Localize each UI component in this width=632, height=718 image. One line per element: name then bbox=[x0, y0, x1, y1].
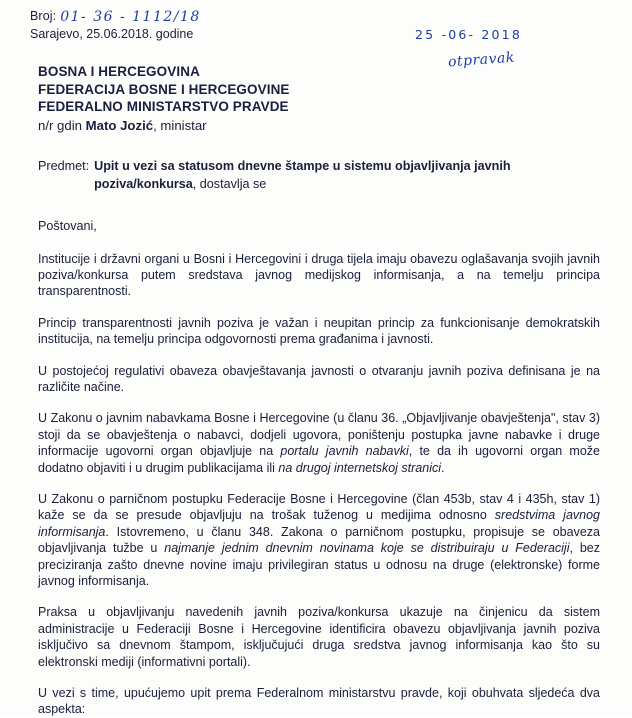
emphasis-text: sredstvima javnog informisanja bbox=[38, 508, 600, 539]
text-run: U Zakonu o javnim nabavkama Bosne i Hercegovine (u članu 36. „Objavljivanje obavještenja", stav 3) stoji da se obavještenja o nabavci, dodjeli ugovora, poništenju postupka javne nabavke i druge informacije ugovorni organ objavljuje na bbox=[38, 411, 600, 459]
subject-bold-part: Upit u vezi sa statusom dnevne štampe u sistemu objavljivanja javnih poziva/konkursa bbox=[94, 158, 511, 191]
text-run: , te da ih ugovorni organ može dodatno objaviti i u drugim publikacijama ili bbox=[38, 444, 600, 475]
body-paragraph bbox=[38, 363, 600, 396]
body-paragraph bbox=[38, 491, 600, 589]
handwritten-note: otpravak bbox=[447, 49, 516, 71]
subject-tail: , dostavlja se bbox=[192, 176, 267, 191]
addressee-person-suffix: , ministar bbox=[153, 117, 207, 133]
body-paragraph bbox=[38, 410, 600, 476]
reference-number-handwritten: 01- 36 - 1112/18 bbox=[60, 9, 201, 25]
letter-body bbox=[38, 251, 600, 718]
text-run: . bbox=[441, 460, 445, 475]
text-run: U vezi s time, upućujemo upit prema Federalnom ministarstvu pravde, koji obuhvata sljedeća dva aspekta: bbox=[38, 686, 600, 717]
subject-value bbox=[94, 157, 614, 193]
body-paragraph bbox=[38, 315, 600, 348]
text-run: Praksa u objavljivanju navedenih javnih poziva/konkursa ukazuje na činjenicu da sistem administracije u Federaciji Bosne i Hercegovine identificira obavezu objavljivanja javnih poziva isključivo sa dnevnom štampom, isključujući druga sredstva javnog informisanja kao što su elektronski mediji (informativni portali). bbox=[38, 605, 600, 669]
place-and-date: Sarajevo, 25.06.2018. godine bbox=[30, 27, 194, 41]
reference-number-line bbox=[30, 8, 614, 24]
emphasis-text: najmanje jednim dnevnim novinama koje se distribuiraju u Federaciji bbox=[164, 541, 570, 556]
addressee-line-1: BOSNA I HERCEGOVINA bbox=[38, 64, 200, 79]
text-run: Princip transparentnosti javnih poziva je važan i neupitan princip za funkcionisanje demokratskih institucija, na temelju principa odgovornosti prema građanima i javnosti. bbox=[38, 315, 600, 347]
text-run: U postojećoj regulativi obaveza obavještavanja javnosti o otvaranju javnih poziva definisana je na različite načine. bbox=[38, 363, 600, 394]
text-run: . Istovremeno, u članu 348. Zakona o parničnom postupku, propisuje se obaveza objavljivanja tužbe u bbox=[38, 524, 600, 556]
addressee-line-3: FEDERALNO MINISTARSTVO PRAVDE bbox=[38, 99, 289, 114]
subject-block bbox=[38, 157, 614, 193]
addressee-person-name: Mato Jozić bbox=[85, 117, 154, 133]
addressee-block bbox=[38, 63, 614, 133]
addressee-person bbox=[38, 118, 614, 133]
document-content bbox=[30, 8, 614, 718]
reference-label: Broj: bbox=[30, 9, 57, 23]
body-paragraph bbox=[38, 604, 600, 670]
text-run: U Zakonu o parničnom postupku Federacije Bosne i Hercegovine (član 453b, stav 4 i 435h, stav 1) kaže se da se presude objavljuju na trošak tuženog u medijima odnosno bbox=[38, 491, 600, 523]
body-paragraph bbox=[38, 251, 600, 300]
emphasis-text: portalu javnih nabavki bbox=[280, 444, 409, 459]
body-paragraph bbox=[38, 685, 600, 718]
received-stamp-date: 25 -06- 2018 bbox=[415, 27, 522, 42]
text-run: , bez preciziranja zašto dnevne novine imaju privilegiran status u odnosu na druge (elektronske) forme javnog informisanja. bbox=[38, 541, 600, 588]
salutation: Poštovani, bbox=[38, 218, 97, 233]
addressee-line-2: FEDERACIJA BOSNE I HERCEGOVINE bbox=[38, 81, 290, 97]
addressee-person-prefix: n/r gdin bbox=[38, 117, 86, 133]
subject-label: Predmet: bbox=[38, 158, 90, 173]
text-run: Institucije i državni organi u Bosni i Hercegovini i druga tijela imaju obavezu oglašavanja svojih javnih poziva/konkursa putem sredstava javnog medijskog informisanja, a na temelju principa transparentnosti. bbox=[38, 251, 600, 299]
emphasis-text: na drugoj internetskoj stranici bbox=[278, 460, 441, 475]
